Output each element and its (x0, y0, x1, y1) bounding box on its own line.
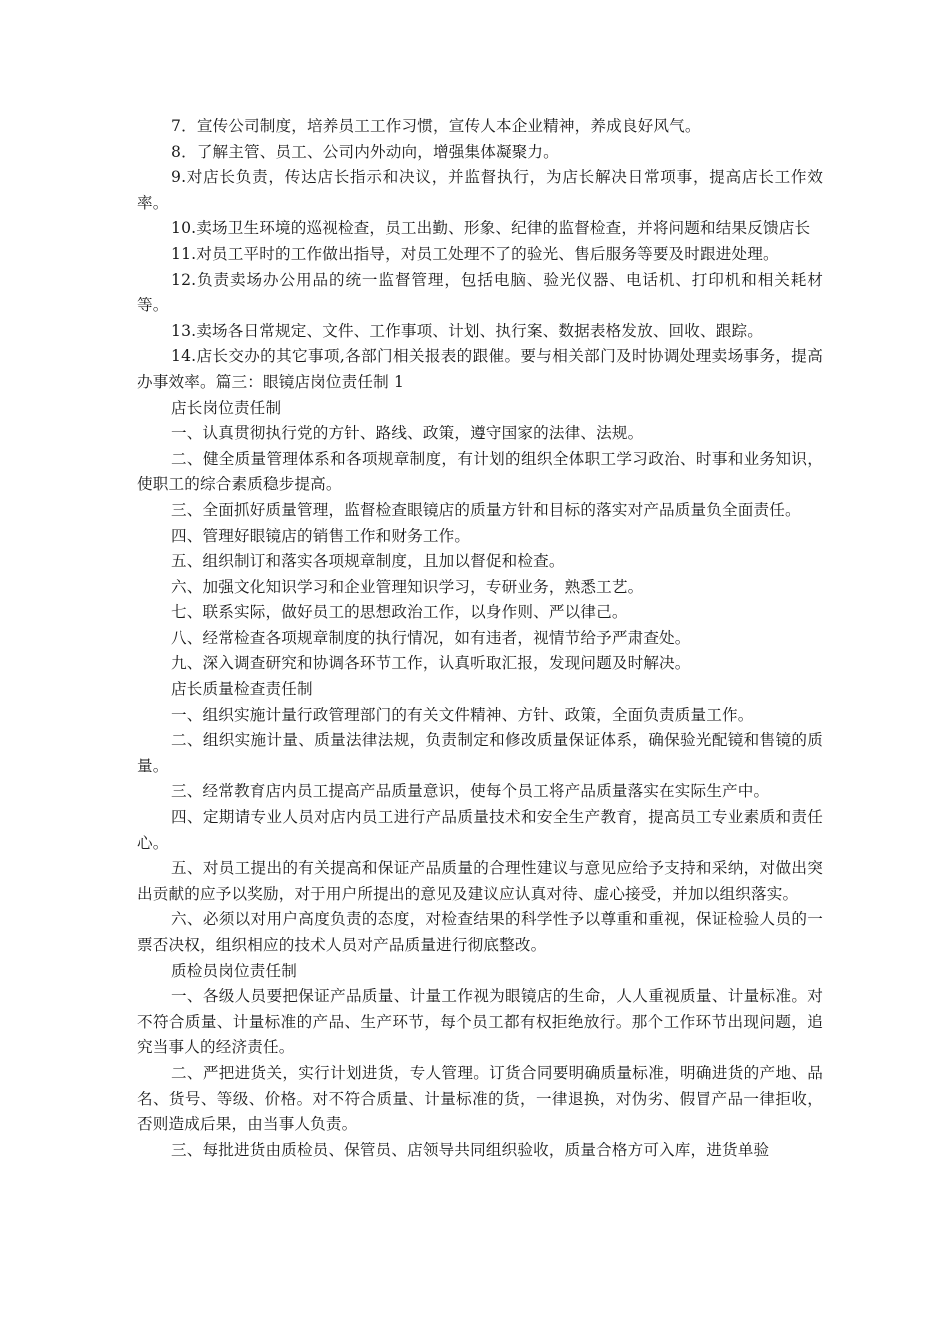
paragraph-item-13: 13.卖场各日常规定、文件、工作事项、计划、执行案、数据表格发放、回收、跟踪。 (171, 321, 764, 340)
quality-duty-6: 六、必须以对用户高度负责的态度，对检查结果的科学性予以尊重和重视，保证检验人员的一票否决权，组织相应的技术人员对产品质量进行彻底整改。 (137, 910, 823, 954)
section-heading-quality-check: 店长质量检查责任制 (171, 680, 313, 699)
paragraph-item-8: 8．了解主管、员工、公司内外动向，增强集体凝聚力。 (171, 142, 559, 161)
inspector-duty-1: 一、各级人员要把保证产品质量、计量工作视为眼镜店的生命，人人重视质量、计量标准。对不符合质量、计量标准的产品、生产环节，每个员工都有权拒绝放行。那个工作环节出现问题，追究当事人的经济责任。 (137, 987, 823, 1057)
manager-duty-9: 九、深入调查研究和协调各环节工作，认真听取汇报，发现问题及时解决。 (171, 654, 691, 673)
inspector-duty-3: 三、每批进货由质检员、保管员、店领导共同组织验收，质量合格方可入库，进货单验 (171, 1140, 770, 1159)
paragraph-item-7: 7．宣传公司制度，培养员工工作习惯，宣传人本企业精神，养成良好风气。 (171, 117, 701, 135)
manager-duty-7: 七、联系实际，做好员工的思想政治工作，以身作则、严以律己。 (171, 603, 628, 622)
paragraph-item-12: 12.负责卖场办公用品的统一监督管理，包括电脑、验光仪器、电话机、打印机和相关耗材等。 (137, 270, 823, 315)
quality-duty-2: 二、组织实施计量、质量法律法规，负责制定和修改质量保证体系，确保验光配镜和售镜的质量。 (137, 731, 823, 775)
quality-duty-5: 五、对员工提出的有关提高和保证产品质量的合理性建议与意见应给予支持和采纳，对做出突出贡献的应予以奖励，对于用户所提出的意见及建议应认真对待、虚心接受，并加以组织落实。 (137, 859, 823, 903)
paragraph-item-9: 9.对店长负责，传达店长指示和决议，并监督执行，为店长解决日常项事，提高店长工作效率。 (137, 168, 823, 212)
manager-duty-5: 五、组织制订和落实各项规章制度，且加以督促和检查。 (171, 552, 565, 571)
section-heading-inspector: 质检员岗位责任制 (171, 961, 297, 980)
manager-duty-6: 六、加强文化知识学习和企业管理知识学习，专研业务，熟悉工艺。 (171, 577, 644, 596)
paragraph-item-11: 11.对员工平时的工作做出指导，对员工处理不了的验光、售后服务等要及时跟进处理。 (171, 244, 779, 263)
manager-duty-3: 三、全面抓好质量管理，监督检查眼镜店的质量方针和目标的落实对产品质量负全面责任。 (171, 500, 801, 519)
manager-duty-4: 四、管理好眼镜店的销售工作和财务工作。 (171, 526, 471, 545)
section-heading-store-manager: 店长岗位责任制 (171, 398, 282, 417)
paragraph-item-14: 14.店长交办的其它事项,各部门相关报表的跟催。要与相关部门及时协调处理卖场事务，提高办事效率。篇三：眼镜店岗位责任制 1 (137, 347, 823, 391)
document-page (137, 114, 823, 1163)
manager-duty-8: 八、经常检查各项规章制度的执行情况，如有违者，视情节给予严肃查处。 (171, 628, 691, 647)
quality-duty-3: 三、经常教育店内员工提高产品质量意识，使每个员工将产品质量落实在实际生产中。 (171, 782, 770, 801)
manager-duty-1: 一、认真贯彻执行党的方针、路线、政策，遵守国家的法律、法规。 (171, 424, 644, 443)
quality-duty-4: 四、定期请专业人员对店内员工进行产品质量技术和安全生产教育，提高员工专业素质和责任心。 (137, 808, 823, 852)
inspector-duty-2: 二、严把进货关，实行计划进货，专人管理。订货合同要明确质量标准，明确进货的产地、品名、货号、等级、价格。对不符合质量、计量标准的货，一律退换，对伪劣、假冒产品一律拒收，否则造成后果，由当事人负责。 (137, 1063, 823, 1134)
quality-duty-1: 一、组织实施计量行政管理部门的有关文件精神、方针、政策，全面负责质量工作。 (171, 705, 754, 724)
manager-duty-2: 二、健全质量管理体系和各项规章制度，有计划的组织全体职工学习政治、时事和业务知识，使职工的综合素质稳步提高。 (137, 449, 823, 494)
paragraph-item-10: 10.卖场卫生环境的巡视检查，员工出勤、形象、纪律的监督检查，并将问题和结果反馈店长 (171, 219, 811, 238)
